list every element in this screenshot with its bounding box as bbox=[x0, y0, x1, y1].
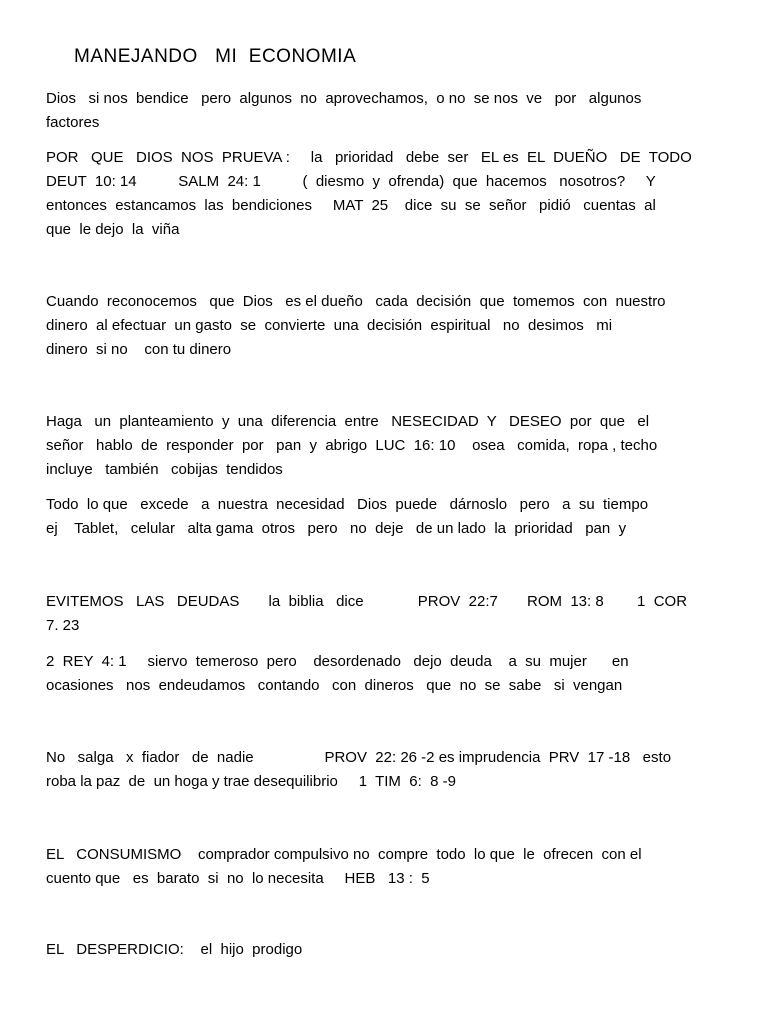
paragraph-guarantor bbox=[46, 746, 722, 794]
text-line: entonces estancamos las bendiciones MAT 25 dice su se señor pidió cuentas al bbox=[46, 197, 656, 214]
paragraph-need-vs-want bbox=[46, 410, 722, 482]
text-line: incluye también cobijas tendidos bbox=[46, 461, 283, 478]
text-line: EVITEMOS LAS DEUDAS la biblia dice PROV 22:7 ROM 13: 8 1 COR bbox=[46, 593, 688, 610]
text-line: roba la paz de un hoga y trae desequilibrio 1 TIM 6: 8 -9 bbox=[46, 773, 456, 790]
text-line: factores bbox=[46, 114, 100, 131]
text-line: EL CONSUMISMO comprador compulsivo no compre todo lo que le ofrecen con el bbox=[46, 846, 642, 863]
text-line: DEUT 10: 14 SALM 24: 1 ( diesmo y ofrenda) que hacemos nosotros? Y bbox=[46, 173, 656, 190]
text-line: Cuando reconocemos que Dios es el dueño cada decisión que tomemos con nuestro bbox=[46, 293, 666, 310]
text-line: señor hablo de responder por pan y abrigo LUC 16: 10 osea comida, ropa , techo bbox=[46, 437, 658, 454]
paragraph-avoid-debts bbox=[46, 590, 722, 638]
text-line: Dios si nos bendice pero algunos no aprovechamos, o no se nos ve por algunos bbox=[46, 90, 642, 107]
paragraph-exceeds-need bbox=[46, 493, 722, 541]
paragraph-intro bbox=[46, 87, 722, 135]
text-line: dinero si no con tu dinero bbox=[46, 341, 232, 358]
text-line: 2 REY 4: 1 siervo temeroso pero desordenado dejo deuda a su mujer en bbox=[46, 653, 629, 670]
paragraph-god-is-owner bbox=[46, 290, 722, 362]
text-line: cuento que es barato si no lo necesita HEB 13 : 5 bbox=[46, 870, 430, 887]
document-title: MANEJANDO MI ECONOMIA bbox=[74, 46, 357, 67]
text-line: Haga un planteamiento y una diferencia entre NESECIDAD Y DESEO por que el bbox=[46, 413, 650, 430]
text-line: que le dejo la viña bbox=[46, 221, 180, 238]
text-line: ej Tablet, celular alta gama otros pero no deje de un lado la prioridad pan y bbox=[46, 520, 627, 537]
text-line: POR QUE DIOS NOS PRUEVA : la prioridad debe ser EL es EL DUEÑO DE TODO bbox=[46, 149, 692, 166]
text-line: Todo lo que excede a nuestra necesidad Dios puede dárnoslo pero a su tiempo bbox=[46, 496, 649, 513]
text-line: No salga x fiador de nadie PROV 22: 26 -2 es imprudencia PRV 17 -18 esto bbox=[46, 749, 672, 766]
paragraph-why-god-tests bbox=[46, 146, 722, 242]
text-line: EL DESPERDICIO: el hijo prodigo bbox=[46, 941, 303, 958]
paragraph-waste bbox=[46, 938, 722, 962]
paragraph-consumerism bbox=[46, 843, 722, 891]
text-line: ocasiones nos endeudamos contando con dineros que no se sabe si vengan bbox=[46, 677, 623, 694]
text-line: 7. 23 bbox=[46, 617, 80, 634]
paragraph-2-kings bbox=[46, 650, 722, 698]
text-line: dinero al efectuar un gasto se convierte una decisión espiritual no desimos mi bbox=[46, 317, 613, 334]
